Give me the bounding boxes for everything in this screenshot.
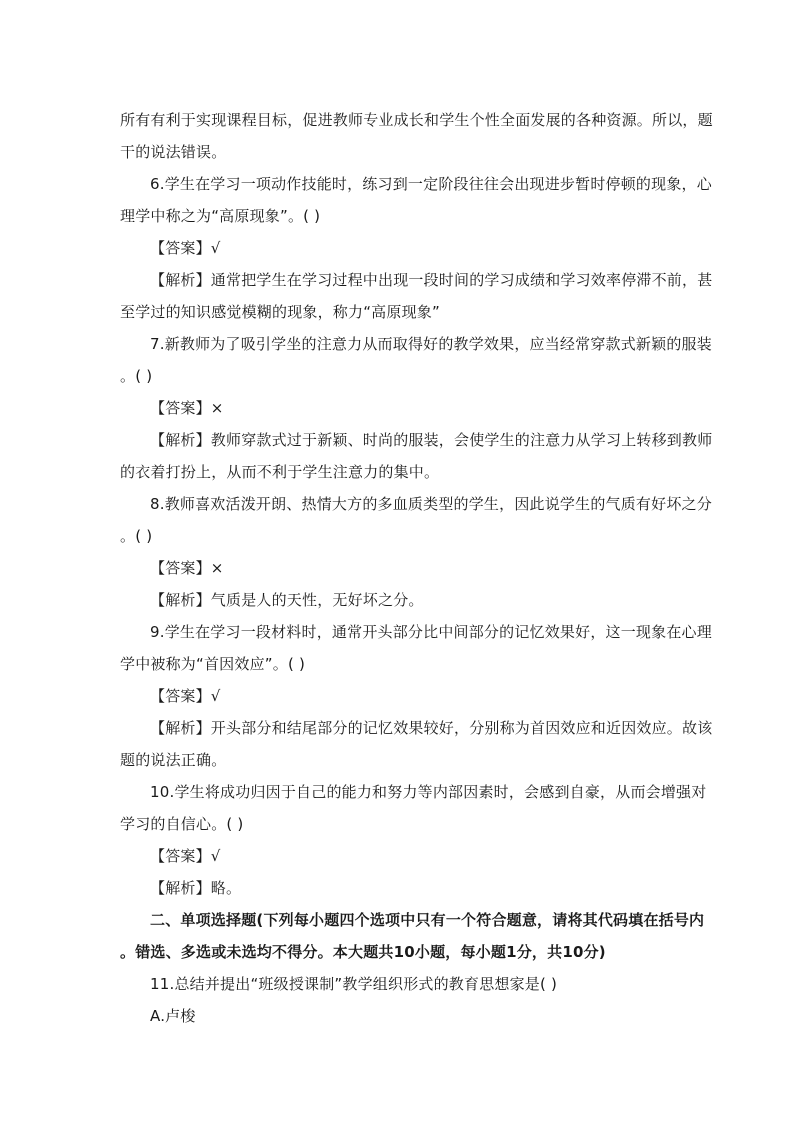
- question-7-analysis: 【解析】教师穿款式过于新颖、时尚的服装，会使学生的注意力从学习上转移到教师: [150, 431, 713, 449]
- intro-line: 干的说法错误。: [120, 143, 227, 161]
- question-10-text: 10.学生将成功归因于自己的能力和努力等内部因素时，会感到自豪，从而会增强对: [150, 783, 707, 801]
- question-11-option-a: A.卢梭: [150, 1007, 196, 1025]
- question-7-answer: 【答案】×: [150, 399, 224, 417]
- question-9-analysis: 题的说法正确。: [120, 751, 227, 769]
- question-10-text: 学习的自信心。( ): [120, 815, 244, 833]
- question-6-analysis: 【解析】通常把学生在学习过程中出现一段时间的学习成绩和学习效率停滞不前，甚: [150, 271, 713, 289]
- question-9-text: 9.学生在学习一段材料时，通常开头部分比中间部分的记忆效果好，这一现象在心理: [150, 623, 712, 641]
- question-6-text: 理学中称之为“高原现象”。( ): [120, 207, 321, 225]
- document-body: [120, 104, 713, 1032]
- question-8-analysis: 【解析】气质是人的天性，无好坏之分。: [150, 591, 424, 609]
- question-8-answer: 【答案】×: [150, 559, 224, 577]
- question-11-text: 11.总结并提出“班级授课制”教学组织形式的教育思想家是( ): [150, 975, 558, 993]
- question-9-text: 学中被称为“首因效应”。( ): [120, 655, 306, 673]
- question-6-analysis: 至学过的知识感觉模糊的现象，称力“高原现象”: [120, 303, 440, 321]
- section-2-heading: 。错选、多选或未选均不得分。本大题共10小题，每小题1分，共10分): [120, 943, 606, 961]
- question-10-answer: 【答案】√: [150, 847, 221, 865]
- question-6-answer: 【答案】√: [150, 239, 221, 257]
- question-8-text: 8.教师喜欢活泼开朗、热情大方的多血质类型的学生，因此说学生的气质有好坏之分: [150, 495, 712, 513]
- question-9-answer: 【答案】√: [150, 687, 221, 705]
- question-7-text: 7.新教师为了吸引学坐的注意力从而取得好的教学效果，应当经常穿款式新颖的服装: [150, 335, 712, 353]
- question-10-analysis: 【解析】略。: [150, 879, 242, 897]
- question-7-analysis: 的衣着打扮上，从而不利于学生注意力的集中。: [120, 463, 440, 481]
- question-7-text: 。( ): [120, 367, 153, 385]
- question-9-analysis: 【解析】开头部分和结尾部分的记忆效果较好，分别称为首因效应和近因效应。故该: [150, 719, 713, 737]
- question-8-text: 。( ): [120, 527, 153, 545]
- section-2-heading: 二、单项选择题(下列每小题四个选项中只有一个符合题意，请将其代码填在括号内: [150, 911, 705, 929]
- intro-line: 所有有利于实现课程目标，促进教师专业成长和学生个性全面发展的各种资源。所以，题: [120, 111, 713, 129]
- question-6-text: 6.学生在学习一项动作技能时，练习到一定阶段往往会出现进步暂时停顿的现象，心: [150, 175, 712, 193]
